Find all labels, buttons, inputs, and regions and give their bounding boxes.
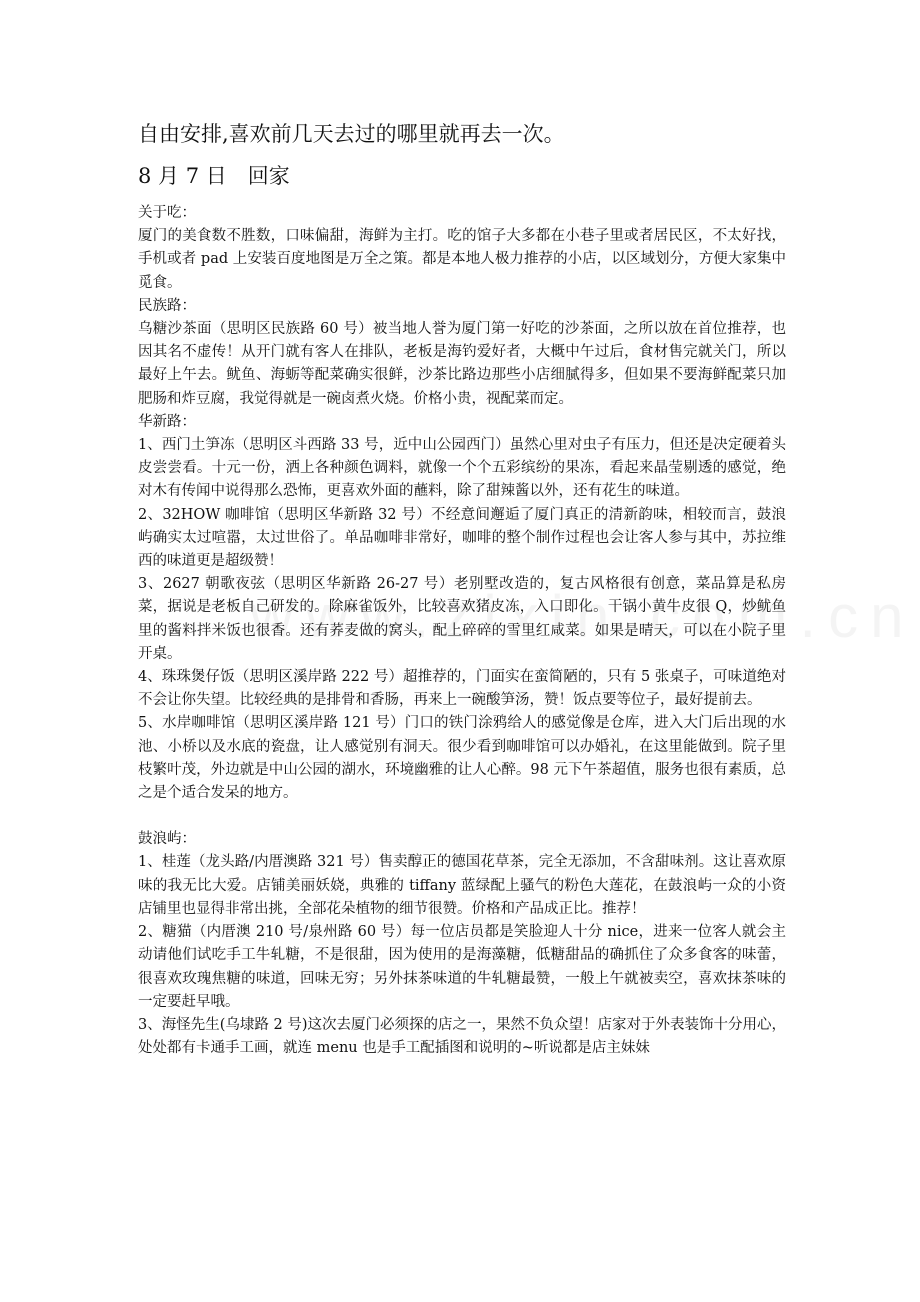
paragraph: 5、水岸咖啡馆（思明区溪岸路 121 号）门口的铁门涂鸦给人的感觉像是仓库，进入大门后出现的水池、小桥以及水底的瓷盘，让人感觉别有洞天。很少看到咖啡馆可以办婚礼，在这里能做到。院子里枝繁叶茂，外边就是中山公园的湖水，环境幽雅的让人心醉。98 元下午茶超值，服务也很有素质，总之是个适合发呆的地方。 xyxy=(138,715,786,802)
section-heading: 关于吃： xyxy=(138,205,196,221)
paragraph: 乌糖沙茶面（思明区民族路 60 号）被当地人誉为厦门第一好吃的沙茶面，之所以放在首位推荐，也因其名不虚传！从开门就有客人在排队，老板是海钓爱好者，大概中午过后，食材售完就关门，所以最好上午去。鱿鱼、海蛎等配菜确实很鲜，沙茶比路边那些小店细腻得多，但如果不要海鲜配菜只加肥肠和炸豆腐，我觉得就是一碗卤煮火烧。价格小贵，视配菜而定。 xyxy=(138,321,786,407)
document-body xyxy=(138,202,786,1060)
intro-line: 自由安排,喜欢前几天去过的哪里就再去一次。 xyxy=(138,122,565,146)
paragraph: 3、2627 朝歌夜弦（思明区华新路 26-27 号）老别墅改造的，复古风格很有创意，菜品算是私房菜，据说是老板自己研发的。除麻雀饭外，比较喜欢猪皮冻，入口即化。干锅小黄牛皮很 Q，炒鱿鱼里的酱料拌米饭也很香。还有荞麦做的窝头，配上碎碎的雪里红咸菜。如果是晴天，可以在小院子里开桌。 xyxy=(138,576,786,662)
paragraph: 2、糖猫（内厝澳 210 号/泉州路 60 号）每一位店员都是笑脸迎人十分 nice，进来一位客人就会主动请他们试吃手工牛轧糖，不是很甜，因为使用的是海藻糖，低糖甜品的确抓住了众多食客的味蕾，很喜欢玫瑰焦糖的味道，回味无穷；另外抹茶味道的牛轧糖最赞，一般上午就被卖空，喜欢抹茶味的一定要赶早哦。 xyxy=(138,924,786,1010)
paragraph: 2、32HOW 咖啡馆（思明区华新路 32 号）不经意间邂逅了厦门真正的清新韵味，相较而言，鼓浪屿确实太过喧嚣，太过世俗了。单品咖啡非常好，咖啡的整个制作过程也会让客人参与其中，苏拉维西的味道更是超级赞！ xyxy=(138,506,786,570)
paragraph: 厦门的美食数不胜数，口味偏甜，海鲜为主打。吃的馆子大多都在小巷子里或者居民区，不太好找，手机或者 pad 上安装百度地图是万全之策。都是本地人极力推荐的小店，以区域划分，方便大家集中觅食。 xyxy=(138,228,786,291)
section-heading: 华新路： xyxy=(138,413,196,430)
section-heading: 民族路： xyxy=(138,297,196,314)
section-heading: 鼓浪屿： xyxy=(138,831,196,848)
paragraph: 1、西门土笋冻（思明区斗西路 33 号，近中山公园西门）虽然心里对虫子有压力，但还是决定硬着头皮尝尝看。十元一份，洒上各种颜色调料，就像一个个五彩缤纷的果冻，看起来晶莹剔透的感觉，绝对木有传闻中说得那么恐怖，更喜欢外面的蘸料，除了甜辣酱以外，还有花生的味道。 xyxy=(138,437,786,500)
document-page xyxy=(138,118,786,1060)
paragraph-gap xyxy=(138,805,786,828)
date-heading: 8 月 7 日 回家 xyxy=(138,164,290,188)
paragraph: 1、桂莲（龙头路/内厝澳路 321 号）售卖醇正的德国花草茶，完全无添加，不含甜味剂。这让喜欢原味的我无比大爱。店铺美丽妖娆，典雅的 tiffany 蓝绿配上骚气的粉色大莲花，在鼓浪屿一众的小资店铺里也显得非常出挑，全部花朵植物的细节很赞。价格和产品成正比。推荐！ xyxy=(138,854,786,917)
paragraph: 4、珠珠煲仔饭（思明区溪岸路 222 号）超推荐的，门面实在蛮简陋的，只有 5 张桌子，可味道绝对不会让你失望。比较经典的是排骨和香肠，再来上一碗酸笋汤，赞！饭点要等位子，最好提前去。 xyxy=(138,669,786,709)
paragraph: 3、海怪先生(乌埭路 2 号)这次去厦门必须探的店之一，果然不负众望！店家对于外表装饰十分用心，处处都有卡通手工画，就连 menu 也是手工配插图和说明的~听说都是店主妹妹 xyxy=(138,1016,786,1057)
